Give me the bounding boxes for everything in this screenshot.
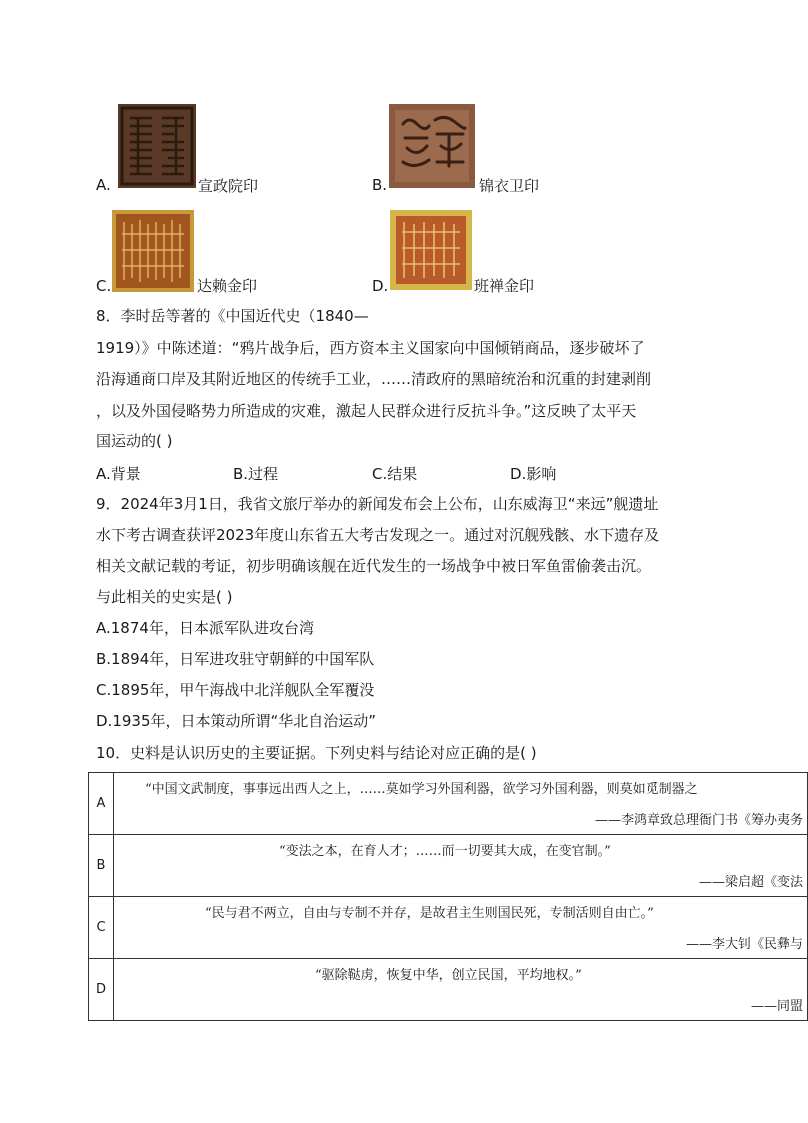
q10-quote: “变法之本，在育人才；……而一切要其大成，在变官制。” <box>279 844 611 859</box>
q8-stem-line-2: 1919）》中陈述道：“鸦片战争后，西方资本主义国家向中国倾销商品，逐步破坏了 <box>96 339 645 357</box>
q7-option-d-letter: D. <box>372 277 389 295</box>
q9-stem-line-2: 水下考古调查获评2023年度山东省五大考古发现之一。通过对沉舰残骸、水下遗存及 <box>96 526 660 544</box>
q9-option-b: B.1894年，日军进攻驻守朝鲜的中国军队 <box>96 650 375 668</box>
q8-option-b: B.过程 <box>233 465 279 483</box>
q8-stem-line-3: 沿海通商口岸及其附近地区的传统手工业，……清政府的黑暗统治和沉重的封建剥削 <box>96 370 652 388</box>
q9-stem-line-1: 9．2024年3月1日，我省文旅厅举办的新闻发布会上公布，山东威海卫“来远”舰遗址 <box>96 495 659 513</box>
q7-option-d-caption: 班禅金印 <box>474 277 535 295</box>
q8-option-a: A.背景 <box>96 465 141 483</box>
q10-row-c <box>89 897 808 959</box>
q9-stem-line-3: 相关文献记载的考证，初步明确该舰在近代发生的一场战争中被日军鱼雷偷袭击沉。 <box>96 557 652 575</box>
q10-quote: “驱除鞑虏，恢复中华，创立民国，平均地权。” <box>315 968 582 983</box>
seal-image-xuanzheng <box>118 104 196 188</box>
q10-row-content <box>114 959 808 1021</box>
q10-row-label: A <box>89 773 114 835</box>
q9-option-a: A.1874年，日本派军队进攻台湾 <box>96 619 314 637</box>
q7-option-b-caption: 锦衣卫印 <box>479 177 540 195</box>
q10-options-table <box>88 772 808 1021</box>
q10-row-label: D <box>89 959 114 1021</box>
q8-option-c: C.结果 <box>372 465 418 483</box>
q10-source: ——李大钊《民彝与 <box>685 937 803 952</box>
q7-option-b-letter: B. <box>372 176 388 194</box>
q10-row-content <box>114 897 808 959</box>
q10-source: ——同盟 <box>750 999 803 1014</box>
q8-stem-line-5: 国运动的( ) <box>96 432 173 450</box>
q7-option-a-caption: 宣政院印 <box>198 177 259 195</box>
q10-row-label: C <box>89 897 114 959</box>
q7-option-c-caption: 达赖金印 <box>197 277 258 295</box>
q8-stem-line-4: ，以及外国侵略势力所造成的灾难，激起人民群众进行反抗斗争。”这反映了太平天 <box>96 402 637 420</box>
q10-row-content <box>114 835 808 897</box>
q9-stem-line-4: 与此相关的史实是( ) <box>96 588 233 606</box>
seal-image-dalai <box>112 210 194 292</box>
q10-source: ——李鸿章致总理衙门书《筹办夷务 <box>594 813 803 828</box>
q10-row-b <box>89 835 808 897</box>
q10-row-a <box>89 773 808 835</box>
q10-row-d <box>89 959 808 1021</box>
q10-row-label: B <box>89 835 114 897</box>
q10-stem: 10．史料是认识历史的主要证据。下列史料与结论对应正确的是( ) <box>96 744 537 762</box>
q9-option-d: D.1935年，日本策动所谓“华北自治运动” <box>96 712 377 730</box>
q7-option-a-letter: A. <box>96 176 111 194</box>
q8-stem-line-1: 8．李时岳等著的《中国近代史（1840— <box>96 307 369 325</box>
seal-image-jinyiwei <box>389 104 475 188</box>
q10-source: ——梁启超《变法 <box>698 875 803 890</box>
q10-quote: “中国文武制度，事事远出西人之上，……莫如学习外国利器，欲学习外国利器，则莫如觅制器之 <box>145 782 698 797</box>
seal-image-banchan <box>390 210 472 290</box>
q7-option-c-letter: C. <box>96 277 112 295</box>
q10-row-content <box>114 773 808 835</box>
q9-option-c: C.1895年，甲午海战中北洋舰队全军覆没 <box>96 681 375 699</box>
q10-quote: “民与君不两立，自由与专制不并存，是故君主生则国民死，专制活则自由亡。” <box>205 906 654 921</box>
q8-option-d: D.影响 <box>510 465 557 483</box>
